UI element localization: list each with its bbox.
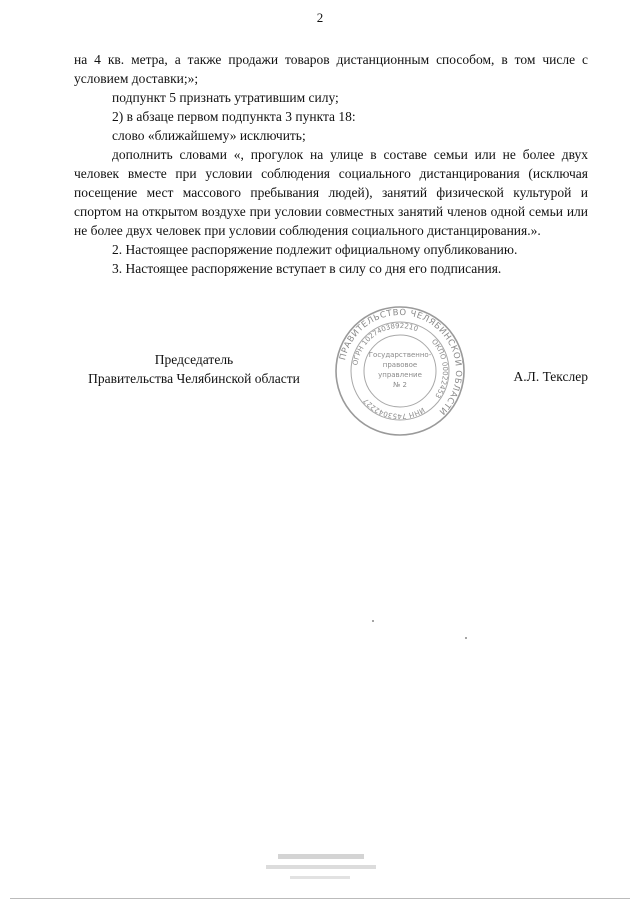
scan-speck — [372, 620, 374, 622]
paragraph-addition: дополнить словами «, прогулок на улице в составе семьи или не более двух человек вместе при условии соблюдения социального дистанцирования (исключая посещение мест массового пребывания людей), занятий физической культурой и спортом на открытом воздухе при условии совместных занятий членов одной семьи или не более двух человек при условии соблюдения социального дистанцирования.». — [74, 147, 588, 238]
official-seal — [334, 305, 466, 437]
seal-inn-text: ИНН 7453042227 — [361, 396, 426, 421]
signatory-title-line2: Правительства Челябинской области — [88, 371, 300, 386]
paragraph-item-2: 2) в абзаце первом подпункта 3 пункта 18: — [112, 109, 356, 124]
paragraph-publication: 2. Настоящее распоряжение подлежит официальному опубликованию. — [112, 242, 518, 257]
document-body — [74, 50, 588, 278]
signatory-title — [74, 350, 314, 388]
seal-outer-text: ПРАВИТЕЛЬСТВО ЧЕЛЯБИНСКОЙ ОБЛАСТИ — [338, 307, 464, 417]
paragraph-effective: 3. Настоящее распоряжение вступает в силу со дня его подписания. — [112, 261, 502, 276]
faded-registration-mark — [260, 852, 400, 892]
seal-inner-line3: управление — [378, 371, 422, 379]
seal-inner-line1: Государственно- — [368, 351, 432, 359]
paragraph-continuation: на 4 кв. метра, а также продажи товаров дистанционным способом, в том числе с условием доставки;»; — [74, 52, 588, 86]
seal-okpo-text: ОКПО 00022453 — [429, 337, 450, 400]
paragraph-word-exclude: слово «ближайшему» исключить; — [112, 128, 306, 143]
signatory-title-line1: Председатель — [154, 352, 234, 367]
seal-inner-line2: правовое — [382, 361, 418, 369]
signatory-name: А.Л. Текслер — [513, 369, 588, 384]
seal-ogrn-text: ОГРН 1027403892210 — [351, 321, 420, 366]
page-number: 2 — [316, 10, 324, 25]
scan-border-line — [10, 898, 630, 899]
seal-inner-line4: № 2 — [393, 381, 407, 389]
scan-speck — [465, 637, 467, 639]
paragraph-subpoint-5: подпункт 5 признать утратившим силу; — [112, 90, 339, 105]
